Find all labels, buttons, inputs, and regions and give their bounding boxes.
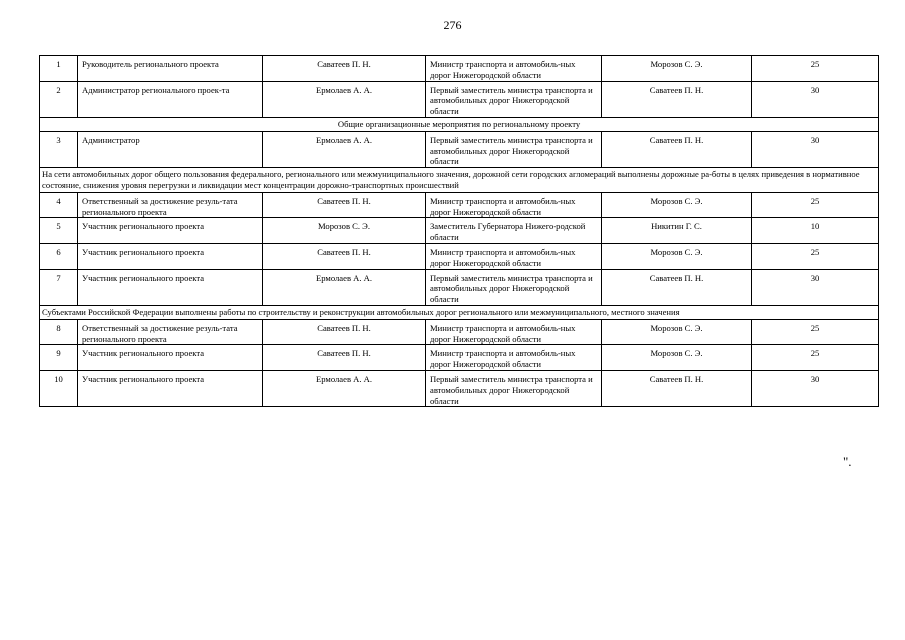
table-row	[40, 319, 879, 345]
participant-name-cell: Ермолаев А. А.	[263, 269, 426, 305]
project-role-cell: Участник регионального проекта	[78, 218, 263, 244]
participants-table	[39, 55, 879, 407]
supervisor-cell: Никитин Г. С.	[602, 218, 752, 244]
table-row	[40, 345, 879, 371]
employment-percent-cell: 30	[752, 370, 879, 406]
participant-name-cell: Саватеев П. Н.	[263, 345, 426, 371]
section-heading: Субъектами Российской Федерации выполнены работы по строительству и реконструкции автомобильных дорог регионального или межмуниципального, местного значения	[40, 305, 879, 319]
participant-name-cell: Саватеев П. Н.	[263, 56, 426, 82]
row-number-cell: 3	[40, 131, 78, 167]
table-row	[40, 81, 879, 117]
project-role-cell: Участник регионального проекта	[78, 345, 263, 371]
section-row	[40, 305, 879, 319]
row-number-cell: 9	[40, 345, 78, 371]
closing-mark: ".	[843, 454, 852, 469]
supervisor-cell: Саватеев П. Н.	[602, 269, 752, 305]
participant-name-cell: Ермолаев А. А.	[263, 131, 426, 167]
project-role-cell: Участник регионального проекта	[78, 243, 263, 269]
table-row	[40, 370, 879, 406]
position-cell: Министр транспорта и автомобиль-ных дорог Нижегородской области	[426, 243, 602, 269]
project-role-cell: Администратор	[78, 131, 263, 167]
table-row	[40, 56, 879, 82]
position-cell: Министр транспорта и автомобиль-ных дорог Нижегородской области	[426, 345, 602, 371]
project-role-cell: Ответственный за достижение резуль-тата регионального проекта	[78, 192, 263, 218]
employment-percent-cell: 25	[752, 56, 879, 82]
project-role-cell: Участник регионального проекта	[78, 269, 263, 305]
employment-percent-cell: 25	[752, 345, 879, 371]
participant-name-cell: Саватеев П. Н.	[263, 192, 426, 218]
participant-name-cell: Ермолаев А. А.	[263, 370, 426, 406]
table-row	[40, 269, 879, 305]
supervisor-cell: Саватеев П. Н.	[602, 131, 752, 167]
position-cell: Первый заместитель министра транспорта и автомобильных дорог Нижегородской области	[426, 269, 602, 305]
table-row	[40, 243, 879, 269]
position-cell: Заместитель Губернатора Нижего-родской области	[426, 218, 602, 244]
supervisor-cell: Саватеев П. Н.	[602, 370, 752, 406]
supervisor-cell: Морозов С. Э.	[602, 319, 752, 345]
row-number-cell: 10	[40, 370, 78, 406]
employment-percent-cell: 25	[752, 319, 879, 345]
project-role-cell: Администратор регионального проек-та	[78, 81, 263, 117]
employment-percent-cell: 30	[752, 81, 879, 117]
section-row	[40, 117, 879, 131]
position-cell: Министр транспорта и автомобиль-ных дорог Нижегородской области	[426, 319, 602, 345]
employment-percent-cell: 30	[752, 131, 879, 167]
table-row	[40, 192, 879, 218]
supervisor-cell: Морозов С. Э.	[602, 56, 752, 82]
project-role-cell: Участник регионального проекта	[78, 370, 263, 406]
participant-name-cell: Морозов С. Э.	[263, 218, 426, 244]
participant-name-cell: Саватеев П. Н.	[263, 243, 426, 269]
row-number-cell: 8	[40, 319, 78, 345]
project-role-cell: Руководитель регионального проекта	[78, 56, 263, 82]
section-heading: На сети автомобильных дорог общего пользования федерального, регионального или межмуниципального значения, дорожной сети городских агломераций выполнены дорожные ра-боты в целях приведения в нормативное состояние, снижения уровня перегрузки и ликвидации мест концентрации дорожно-транспортных происшествий	[40, 168, 879, 193]
row-number-cell: 2	[40, 81, 78, 117]
row-number-cell: 4	[40, 192, 78, 218]
position-cell: Министр транспорта и автомобиль-ных дорог Нижегородской области	[426, 192, 602, 218]
position-cell: Первый заместитель министра транспорта и автомобильных дорог Нижегородской области	[426, 81, 602, 117]
section-heading: Общие организационные мероприятия по региональному проекту	[40, 117, 879, 131]
table-row	[40, 131, 879, 167]
section-row	[40, 168, 879, 193]
project-role-cell: Ответственный за достижение резуль-тата регионального проекта	[78, 319, 263, 345]
supervisor-cell: Саватеев П. Н.	[602, 81, 752, 117]
row-number-cell: 1	[40, 56, 78, 82]
page-number: 276	[443, 18, 462, 32]
supervisor-cell: Морозов С. Э.	[602, 243, 752, 269]
table-body	[40, 56, 879, 407]
row-number-cell: 5	[40, 218, 78, 244]
participant-name-cell: Саватеев П. Н.	[263, 319, 426, 345]
position-cell: Министр транспорта и автомобиль-ных дорог Нижегородской области	[426, 56, 602, 82]
employment-percent-cell: 25	[752, 243, 879, 269]
row-number-cell: 7	[40, 269, 78, 305]
employment-percent-cell: 30	[752, 269, 879, 305]
position-cell: Первый заместитель министра транспорта и автомобильных дорог Нижегородской области	[426, 131, 602, 167]
employment-percent-cell: 25	[752, 192, 879, 218]
participant-name-cell: Ермолаев А. А.	[263, 81, 426, 117]
row-number-cell: 6	[40, 243, 78, 269]
supervisor-cell: Морозов С. Э.	[602, 192, 752, 218]
table-row	[40, 218, 879, 244]
supervisor-cell: Морозов С. Э.	[602, 345, 752, 371]
position-cell: Первый заместитель министра транспорта и автомобильных дорог Нижегородской области	[426, 370, 602, 406]
employment-percent-cell: 10	[752, 218, 879, 244]
